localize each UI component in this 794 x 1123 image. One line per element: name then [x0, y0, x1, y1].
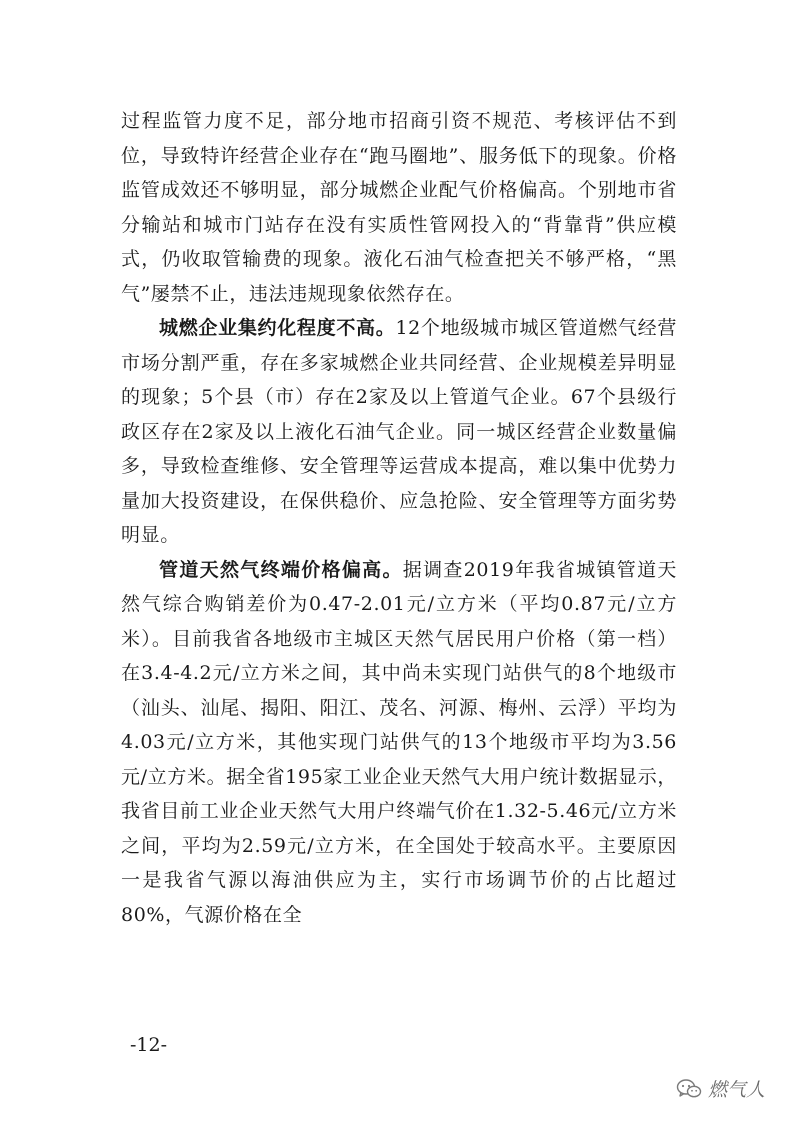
watermark-text: 燃气人: [708, 1079, 766, 1101]
paragraph-2: [121, 311, 677, 553]
document-body: [121, 104, 677, 932]
watermark: [676, 1075, 765, 1102]
wechat-icon: [676, 1078, 702, 1100]
paragraph-3-lead: 管道天然气终端价格偏高。: [159, 558, 403, 581]
page-number: -12-: [130, 1034, 168, 1056]
paragraph-3: [121, 553, 677, 933]
paragraph-1: [121, 104, 677, 311]
paragraph-2-lead: 城燃企业集约化程度不高。: [159, 317, 396, 339]
paragraph-3-text: 据调查2019年我省城镇管道天然气综合购销差价为0.47-2.01元/立方米（平均0.87元/立方米）。目前我省各地级市主城区天然气居民用户价格（第一档）在3.4-4.2元/立方米之间，其中尚未实现门站供气的8个地级市（汕头、汕尾、揭阳、阳江、茂名、河源、梅州、云浮）平均为4.03元/立方米，其他实现门站供气的13个地级市平均为3.56元/立方米。据全省195家工业企业天然气大用户统计数据显示，我省目前工业企业天然气大用户终端气价在1.32-5.46元/立方米之间，平均为2.59元/立方米，在全国处于较高水平。主要原因一是我省气源以海油供应为主，实行市场调节价的占比超过80%，气源价格在全: [121, 558, 677, 926]
paragraph-1-text: 过程监管力度不足，部分地市招商引资不规范、考核评估不到位，导致特许经营企业存在“跑马圈地”、服务低下的现象。价格监管成效还不够明显，部分城燃企业配气价格偏高。个别地市省分输站和城市门站存在没有实质性管网投入的“背靠背”供应模式，仍收取管输费的现象。液化石油气检查把关不够严格，“黑气”屡禁不止，违法违规现象依然存在。: [121, 110, 677, 305]
paragraph-2-text: 12个地级城市城区管道燃气经营市场分割严重，存在多家城燃企业共同经营、企业规模差异明显的现象；5个县（市）存在2家及以上管道气企业。67个县级行政区存在2家及以上液化石油气企业。同一城区经营企业数量偏多，导致检查维修、安全管理等运营成本提高，难以集中优势力量加大投资建设，在保供稳价、应急抢险、安全管理等方面劣势明显。: [121, 317, 677, 546]
